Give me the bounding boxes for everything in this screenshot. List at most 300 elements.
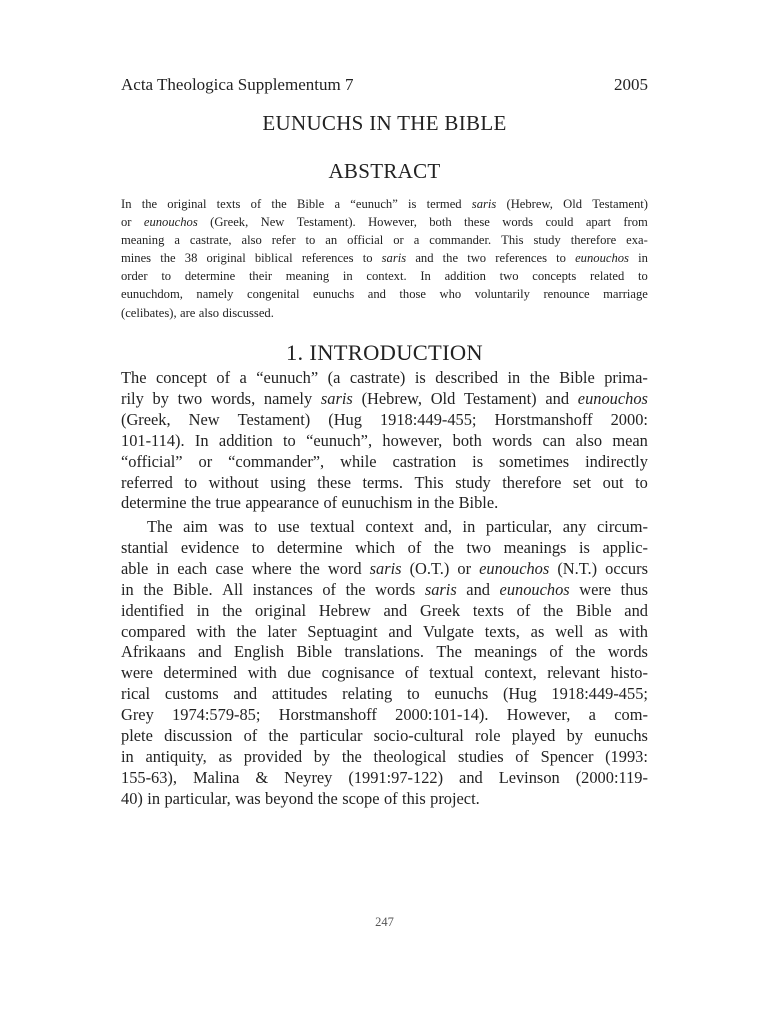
word: Vulgate [422, 621, 474, 641]
word: texts [472, 600, 504, 620]
word: and [459, 767, 483, 787]
word: by [313, 746, 331, 766]
word: in [121, 579, 134, 599]
italic-term: saris [471, 197, 497, 211]
word: the [143, 579, 164, 599]
section-heading-introduction: 1. INTRODUCTION [286, 340, 483, 365]
text-line [121, 705, 648, 726]
text-line [121, 622, 648, 643]
word: to [254, 517, 268, 536]
word: two [466, 537, 492, 557]
word: or [457, 558, 472, 578]
word: 38 [184, 251, 198, 266]
text-line [121, 642, 648, 663]
word: plete [121, 726, 153, 746]
word: the [345, 579, 366, 599]
text-line [121, 213, 648, 231]
word: was [218, 517, 244, 536]
word: commander. [429, 233, 492, 248]
introduction-paragraph-2 [121, 517, 648, 810]
word: meaning [121, 233, 165, 248]
word: the [222, 600, 243, 620]
text-line [121, 747, 648, 768]
word: or [121, 215, 132, 230]
text-line [121, 389, 648, 410]
word: New [188, 409, 220, 429]
article-title: EUNUCHS IN THE BIBLE [262, 111, 507, 135]
word: Greek [420, 600, 461, 620]
word: textual [429, 663, 474, 683]
word: appearance [245, 493, 320, 513]
word: were [579, 579, 612, 599]
text-line [121, 789, 648, 810]
word: to [362, 251, 373, 266]
word: references [301, 251, 354, 266]
word: without [208, 472, 259, 492]
word: socio-cultural [373, 726, 464, 746]
text-line [121, 580, 648, 601]
word: (celibates), [121, 305, 177, 320]
word: due [287, 663, 312, 683]
word: theological [373, 746, 447, 766]
word: could [545, 215, 574, 230]
word: 2000: [610, 409, 648, 429]
word: (Greek, [121, 409, 171, 429]
text-line [121, 726, 648, 747]
word: also [198, 305, 220, 320]
word: Testament) [237, 409, 311, 429]
italic-term: saris [381, 251, 407, 266]
word: where [251, 558, 292, 578]
word: Old [563, 197, 582, 211]
word: both [429, 215, 452, 230]
word: Bible. [172, 579, 213, 599]
word: these [317, 472, 351, 492]
word: to [184, 472, 198, 492]
word: beyond [265, 788, 314, 808]
page-number: 247 [375, 915, 394, 929]
word: 40) [121, 788, 143, 808]
word: determine [184, 269, 236, 284]
word: later [267, 621, 297, 641]
word: in [147, 788, 161, 808]
word: circum- [597, 517, 648, 536]
word: of [250, 197, 262, 211]
word: concept [155, 368, 207, 387]
word: In [194, 430, 209, 450]
word: renounce [543, 287, 590, 302]
word: their [248, 269, 273, 284]
word: (N.T.) [557, 558, 598, 578]
word: the [271, 197, 287, 211]
word: therefore [502, 472, 562, 492]
word: the [442, 251, 459, 266]
word: to [282, 430, 296, 450]
word: mean [612, 430, 648, 450]
word: Old [430, 388, 456, 408]
word: rily [121, 388, 144, 408]
word: Bible [559, 368, 595, 387]
word: “eunuch” [350, 197, 398, 211]
word: related [590, 269, 625, 284]
word: a [588, 705, 596, 725]
word: able [121, 558, 149, 578]
text-line [121, 431, 648, 452]
word: particular, [485, 517, 553, 536]
word: and [545, 388, 570, 408]
word: 2000:101-14). [395, 705, 489, 725]
word: This [501, 233, 524, 248]
word: true [215, 493, 241, 513]
word: context [365, 517, 414, 536]
word: in [121, 746, 134, 766]
italic-term: eunouchos [575, 251, 629, 266]
word: particular [299, 726, 363, 746]
word: original [206, 251, 246, 266]
word: identified [121, 600, 184, 620]
word: the [141, 197, 158, 211]
word: namely [196, 287, 234, 302]
word: 155-63), [121, 767, 177, 787]
word: by [566, 726, 583, 746]
text-line [121, 517, 648, 538]
word: Afrikaans [121, 642, 186, 662]
word: Horstmanshoff [494, 409, 593, 429]
word: determine [276, 537, 343, 557]
introduction-paragraph-1 [121, 368, 648, 514]
word: Levinson [498, 767, 560, 787]
word: of [322, 579, 336, 599]
word: Bible [296, 642, 332, 662]
word: (Hug [328, 409, 362, 429]
word: Bible [296, 197, 325, 211]
word: translations. [344, 642, 425, 662]
word: 1918:449-455; [379, 409, 477, 429]
word: can [542, 430, 566, 450]
word: (Hug [502, 684, 537, 704]
word: determine [121, 493, 187, 513]
word: All [222, 579, 244, 599]
text-line [121, 663, 648, 684]
word: applic- [602, 537, 648, 557]
word: compared [121, 621, 186, 641]
word: the [317, 788, 338, 808]
word: “eunuch”, [306, 430, 373, 450]
word: were [121, 663, 153, 683]
running-head [121, 74, 648, 96]
word: each [177, 558, 208, 578]
word: in [462, 517, 476, 536]
italic-term: eunouchos [479, 558, 550, 578]
word: indirectly [585, 451, 648, 471]
word: case [215, 558, 244, 578]
word: discussion [164, 726, 233, 746]
word: studies [458, 746, 504, 766]
word: (1993: [605, 746, 648, 766]
word: are [179, 305, 196, 320]
word: played [511, 726, 556, 746]
word: marriage [603, 287, 648, 302]
word: both [452, 430, 482, 450]
text-line [121, 452, 648, 473]
word: words [375, 579, 416, 599]
word: to [638, 269, 648, 284]
word: prima- [604, 368, 648, 387]
word: “commander”, [228, 451, 325, 471]
word: well [555, 621, 584, 641]
word: apart [585, 215, 611, 230]
word: a [334, 197, 341, 211]
word: the [433, 537, 454, 557]
word: eunuchs [434, 684, 489, 704]
word: two [177, 388, 203, 408]
word: instances [252, 579, 313, 599]
word: eunuchs [594, 726, 648, 746]
word: references [495, 251, 547, 266]
word: New [260, 215, 285, 230]
word: the [434, 493, 455, 513]
word: However, [368, 215, 417, 230]
text-line [121, 285, 648, 303]
word: and [233, 684, 258, 704]
word: the [268, 726, 289, 746]
word: of [516, 600, 531, 620]
word: in [156, 558, 170, 578]
word: is [408, 197, 417, 211]
word: Testament) [592, 197, 648, 211]
word: occurs [605, 558, 648, 578]
word: exa- [626, 233, 648, 248]
word: com- [614, 705, 648, 725]
word: and [383, 600, 408, 620]
text-line [121, 684, 648, 705]
word: (Hebrew, [506, 197, 553, 211]
word: evidence [180, 537, 240, 557]
word: study [533, 233, 561, 248]
word: The [121, 368, 147, 387]
word: order [121, 269, 148, 284]
abstract-body [121, 195, 648, 322]
word: referred [121, 472, 173, 492]
text-line [121, 768, 648, 789]
word: However, [506, 705, 571, 725]
word: biblical [254, 251, 293, 266]
word: meaning [285, 269, 330, 284]
word: to [161, 269, 172, 284]
word: Malina [192, 767, 240, 787]
word: addition [444, 269, 486, 284]
word: and [388, 621, 413, 641]
text-line [121, 195, 648, 213]
word: the [575, 642, 596, 662]
word: the [236, 621, 257, 641]
word: namely [263, 388, 313, 408]
word: concepts [532, 269, 577, 284]
word: termed [426, 197, 462, 211]
word: addition [218, 430, 273, 450]
word: is [472, 451, 484, 471]
text-line [121, 410, 648, 431]
word: “eunuch” [256, 368, 319, 387]
word: a [413, 233, 420, 248]
word: original [167, 197, 207, 211]
text-line [121, 304, 648, 322]
word: was [235, 788, 261, 808]
word: of [383, 788, 398, 808]
italic-term: saris [369, 558, 402, 578]
word: the [543, 600, 564, 620]
word: role [475, 726, 501, 746]
word: meanings [474, 642, 538, 662]
word: congenital [246, 287, 300, 302]
text-line [121, 538, 648, 559]
word: set [572, 472, 592, 492]
word: to [251, 537, 265, 557]
word: texts [216, 197, 241, 211]
word: as [218, 746, 233, 766]
word: also [575, 430, 603, 450]
word: the [529, 368, 550, 387]
italic-term: saris [320, 388, 353, 408]
word: and [415, 251, 434, 266]
word: (a [327, 368, 341, 387]
word: who [439, 287, 462, 302]
word: Bible. [458, 493, 499, 513]
word: 101-114). [121, 430, 185, 450]
word: project. [430, 788, 480, 808]
word: in [638, 251, 648, 266]
word: of [515, 746, 529, 766]
word: however, [382, 430, 443, 450]
word: Bible [575, 600, 612, 620]
word: context. [366, 269, 407, 284]
word: provided [243, 746, 303, 766]
word: as [594, 621, 608, 641]
word: eunuchs [312, 287, 355, 302]
word: context, [484, 663, 537, 683]
word: of [323, 493, 338, 513]
word: Testament) [464, 388, 537, 408]
word: 1974:579-85; [172, 705, 261, 725]
word: This [414, 472, 444, 492]
word: or [393, 233, 404, 248]
word: of [243, 726, 258, 746]
word: In [121, 197, 132, 211]
word: therefore [570, 233, 617, 248]
word: cognisance [321, 663, 395, 683]
word: mines [121, 251, 152, 266]
word: castrate) [349, 368, 406, 387]
word: and [367, 287, 386, 302]
word: with [247, 663, 277, 683]
word: particular, [164, 788, 231, 808]
word: the [190, 493, 211, 513]
word: words [502, 215, 534, 230]
word: with [618, 621, 648, 641]
word: Spencer [540, 746, 594, 766]
text-line [121, 231, 648, 249]
word: terms. [362, 472, 404, 492]
word: of [549, 642, 564, 662]
word: which [355, 537, 396, 557]
word: and, [424, 517, 452, 536]
word: (Hebrew, [361, 388, 422, 408]
word: described [435, 368, 499, 387]
word: and [198, 642, 222, 662]
word: English [234, 642, 285, 662]
word: using [270, 472, 306, 492]
word: words, [211, 388, 256, 408]
word: rical [121, 684, 151, 704]
word: aim [183, 517, 208, 536]
word: of [404, 663, 419, 683]
word: Neyrey [284, 767, 333, 787]
word: by [152, 388, 169, 408]
word: determined [163, 663, 238, 683]
word: while [340, 451, 377, 471]
journal-name: Acta Theologica Supplementum 7 [121, 75, 354, 94]
word: eunuchdom, [121, 287, 183, 302]
word: those [399, 287, 427, 302]
word: refer [271, 233, 296, 248]
word: any [562, 517, 587, 536]
word: attitudes [271, 684, 328, 704]
italic-term: saris [424, 579, 457, 599]
word: this [402, 788, 426, 808]
word: original [255, 600, 307, 620]
text-line [121, 267, 648, 285]
word: also [241, 233, 262, 248]
word: to [556, 251, 566, 266]
word: use [277, 517, 300, 536]
word: eunuchism [341, 493, 413, 513]
word: The [147, 517, 173, 536]
text-line [121, 601, 648, 622]
word: in [507, 368, 521, 387]
word: with [196, 621, 226, 641]
word: the [299, 558, 320, 578]
word: In [420, 269, 431, 284]
word: official [347, 233, 384, 248]
word: Horstmanshoff [278, 705, 377, 725]
word: to [305, 233, 316, 248]
word: meanings [503, 537, 567, 557]
word: of [216, 368, 231, 387]
word: words [492, 430, 533, 450]
word: castration [392, 451, 457, 471]
word: 1918:449-455; [551, 684, 648, 704]
word: customs [164, 684, 219, 704]
word: voluntarily [474, 287, 530, 302]
word: scope [342, 788, 380, 808]
word: words [607, 642, 648, 662]
word: Septuagint [307, 621, 378, 641]
word: word [327, 558, 362, 578]
word: relating [342, 684, 393, 704]
word: and [624, 600, 648, 620]
word: or [198, 451, 213, 471]
word: an [325, 233, 338, 248]
text-line [121, 249, 648, 267]
text-line [121, 368, 648, 389]
word: textual [310, 517, 355, 536]
word: study [455, 472, 491, 492]
word: in [196, 600, 210, 620]
word: Testament). [296, 215, 356, 230]
word: to [635, 472, 648, 492]
publication-year: 2005 [614, 75, 648, 94]
word: out [602, 472, 624, 492]
